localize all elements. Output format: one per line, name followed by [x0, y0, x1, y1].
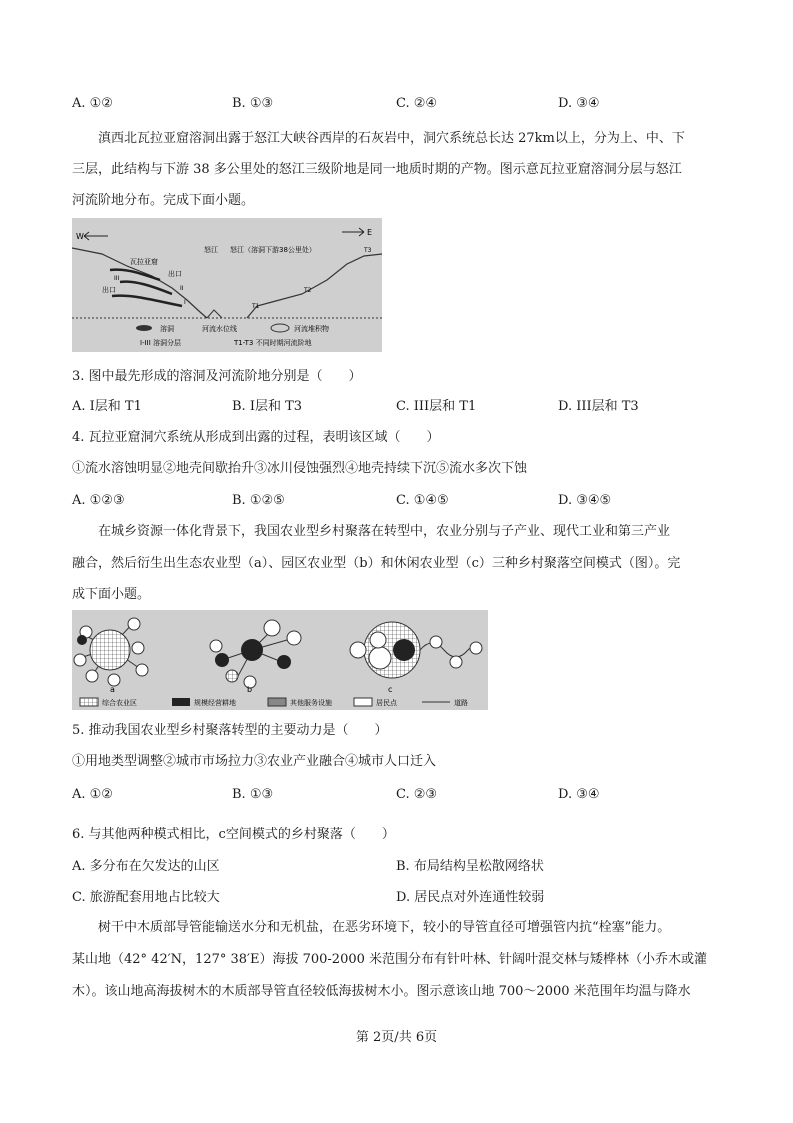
q2-option-c: C. ②④: [396, 96, 438, 111]
q6-option-a: A. 多分布在欠发达的山区: [72, 859, 220, 874]
west-label: W: [76, 232, 84, 241]
passage3-line2: 某山地（42° 42′N，127° 38′E）海拔 700-2000 米范围分布有针叶林、针阔叶混交林与矮桦林（小乔木或灌: [72, 952, 708, 967]
layer3-label: III: [114, 275, 120, 282]
cave-terrace-figure: [72, 218, 382, 352]
exit-lower: 出口: [102, 286, 116, 294]
legend-residential: 居民点: [376, 699, 397, 707]
river-label: 怒江: [204, 246, 218, 254]
passage2-line2: 融合，然后衍生出生态农业型（a）、园区农业型（b）和休闲农业型（c）三种乡村聚落空间模式（图）。完: [72, 556, 681, 571]
layer1-label: I: [184, 299, 186, 306]
q4-option-a: A. ①②③: [72, 493, 125, 508]
q6-stem: 6. 与其他两种模式相比，c空间模式的乡村聚落（ ）: [72, 827, 395, 842]
q4-option-c: C. ①④⑤: [396, 493, 449, 508]
legend-cave: 溶洞: [160, 325, 174, 333]
passage1-line1: 滇西北瓦拉亚窟溶洞出露于怒江大峡谷西岸的石灰岩中，洞穴系统总长达 27km以上，分为上、中、下: [98, 131, 685, 146]
q2-option-a: A. ①②: [72, 96, 113, 111]
settlement-pattern-figure: [72, 610, 488, 710]
passage3-line1: 树干中木质部导管能输送水分和无机盐，在恶劣环境下，较小的导管直径可增强管内抗“栓塞”能力。: [98, 920, 671, 935]
q2-option-d: D. ③④: [558, 96, 600, 111]
q3-option-d: D. III层和 T3: [558, 399, 639, 414]
q3-option-b: B. Ⅰ层和 T3: [232, 399, 303, 414]
q6-option-c: C. 旅游配套用地占比较大: [72, 890, 220, 905]
legend-integrated: 综合农业区: [102, 699, 137, 707]
q5-option-c: C. ②③: [396, 787, 438, 802]
q4-option-d: D. ③④⑤: [558, 493, 612, 508]
label-a: a: [110, 685, 115, 694]
legend-farmland: 规模经营耕地: [194, 699, 236, 707]
passage3-line3: 木）。该山地高海拔树木的木质部导管直径较低海拔树木小。图示意该山地 700～2000 米范围年均温与降水: [72, 984, 691, 999]
passage2-line1: 在城乡资源一体化背景下，我国农业型乡村聚落在转型中，农业分别与子产业、现代工业和第三产业: [98, 524, 671, 539]
t2-label: T2: [304, 287, 312, 294]
legend-water: 河流水位线: [202, 325, 237, 333]
q6-option-b: B. 布局结构呈松散网络状: [396, 859, 544, 874]
q5-option-b: B. ①③: [232, 787, 274, 802]
q5-option-d: D. ③④: [558, 787, 600, 802]
q6-option-d: D. 居民点对外连通性较弱: [396, 890, 545, 905]
east-label: E: [367, 228, 373, 237]
layer2-label: II: [180, 285, 184, 292]
q5-items: ①用地类型调整②城市市场拉力③农业产业融合④城市人口迁入: [72, 754, 437, 769]
legend-layers: I-III 溶洞分层: [140, 339, 182, 347]
q3-option-a: A. Ⅰ层和 T1: [72, 399, 142, 414]
page-footer: 第 2页/共 6页: [355, 1030, 438, 1045]
t1-label: T1: [252, 303, 260, 310]
exit-upper: 出口: [168, 270, 182, 278]
cave-name: 瓦拉亚窟: [130, 258, 158, 266]
q4-stem: 4. 瓦拉亚窟洞穴系统从形成到出露的过程，表明该区域（ ）: [72, 430, 440, 445]
t3-label: T3: [364, 247, 372, 254]
legend-road: 道路: [454, 699, 468, 707]
q4-items: ①流水溶蚀明显②地壳间歇抬升③冰川侵蚀强烈④地壳持续下沉⑤流水多次下蚀: [72, 461, 528, 476]
legend-deposit: 河流堆积物: [294, 325, 329, 333]
q3-option-c: C. III层和 T1: [396, 399, 477, 414]
legend-terrace: T1-T3 不同时期河流阶地: [234, 339, 312, 347]
passage2-line3: 成下面小题。: [72, 587, 151, 602]
q4-option-b: B. ①②⑤: [232, 493, 285, 508]
label-c: c: [388, 685, 393, 694]
q2-option-b: B. ①③: [232, 96, 274, 111]
label-b: b: [247, 685, 253, 694]
q3-stem: 3. 图中最先形成的溶洞及河流阶地分别是（ ）: [72, 369, 362, 384]
q5-option-a: A. ①②: [72, 787, 113, 802]
river-down-label: 怒江（溶洞下游38公里处）: [230, 246, 316, 254]
passage1-line3: 河流阶地分布。完成下面小题。: [72, 193, 255, 208]
q5-stem: 5. 推动我国农业型乡村聚落转型的主要动力是（ ）: [72, 723, 388, 738]
passage1-line2: 三层，此结构与下游 38 多公里处的怒江三级阶地是同一地质时期的产物。图示意瓦拉亚窟溶洞分层与怒江: [72, 162, 682, 177]
legend-services: 其他服务设施: [290, 699, 332, 707]
